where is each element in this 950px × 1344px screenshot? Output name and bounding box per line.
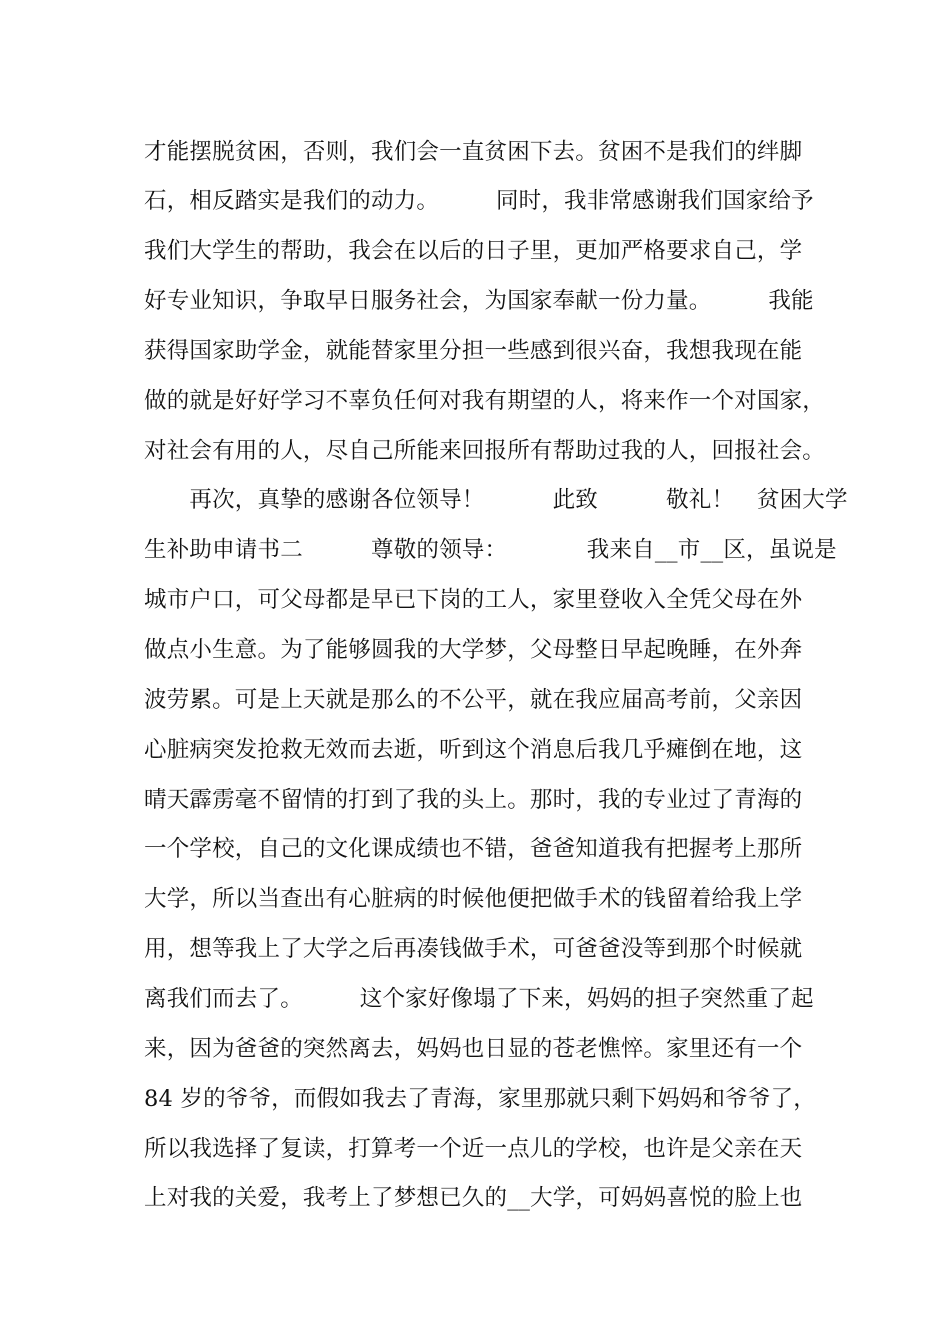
text-line: 离我们而去了。 这个家好像塌了下来，妈妈的担子突然重了起 (144, 986, 814, 1012)
text-line: 做的就是好好学习不辜负任何对我有期望的人，将来作一个对国家， (144, 388, 826, 414)
text-line: 晴天霹雳毫不留情的打到了我的头上。那时，我的专业过了青海的 (144, 787, 803, 813)
text-line: 石，相反踏实是我们的动力。 同时，我非常感谢我们国家给予 (144, 188, 814, 214)
text-line: 来，因为爸爸的突然离去，妈妈也日显的苍老憔悴。家里还有一个 (144, 1036, 803, 1062)
text-line: 城市户口，可父母都是早已下岗的工人，家里登收入全凭父母在外 (144, 587, 803, 613)
text-line: 我们大学生的帮助，我会在以后的日子里，更加严格要求自己，学 (144, 238, 803, 264)
text-line: 所以我选择了复读，打算考一个近一点儿的学校，也许是父亲在天 (144, 1136, 803, 1162)
text-line: 生补助申请书二 尊敬的领导： 我来自__市__区，虽说是 (144, 537, 837, 563)
text-line: 波劳累。可是上天就是那么的不公平，就在我应届高考前，父亲因 (144, 687, 803, 713)
text-line: 才能摆脱贫困，否则，我们会一直贫困下去。贫困不是我们的绊脚 (144, 139, 803, 165)
text-line: 好专业知识，争取早日服务社会，为国家奉献一份力量。 我能 (144, 288, 814, 314)
text-line: 大学，所以当查出有心脏病的时候他便把做手术的钱留着给我上学 (144, 886, 803, 912)
text-line: 获得国家助学金，就能替家里分担一些感到很兴奋，我想我现在能 (144, 338, 803, 364)
text-line: 做点小生意。为了能够圆我的大学梦，父母整日早起晚睡，在外奔 (144, 637, 803, 663)
text-line: 上对我的关爱，我考上了梦想已久的__大学，可妈妈喜悦的脸上也 (144, 1185, 803, 1211)
text-line: 对社会有用的人，尽自己所能来回报所有帮助过我的人，回报社会。 (144, 438, 826, 464)
text-line: 再次，真挚的感谢各位领导！ 此致 敬礼！ 贫困大学 (144, 487, 848, 513)
text-line: 一个学校，自己的文化课成绩也不错，爸爸知道我有把握考上那所 (144, 836, 803, 862)
text-line: 用，想等我上了大学之后再凑钱做手术，可爸爸没等到那个时候就 (144, 936, 803, 962)
text-line: 心脏病突发抢救无效而去逝，听到这个消息后我几乎瘫倒在地，这 (144, 737, 803, 763)
text-line: 84 岁的爷爷，而假如我去了青海，家里那就只剩下妈妈和爷爷了， (144, 1086, 816, 1112)
